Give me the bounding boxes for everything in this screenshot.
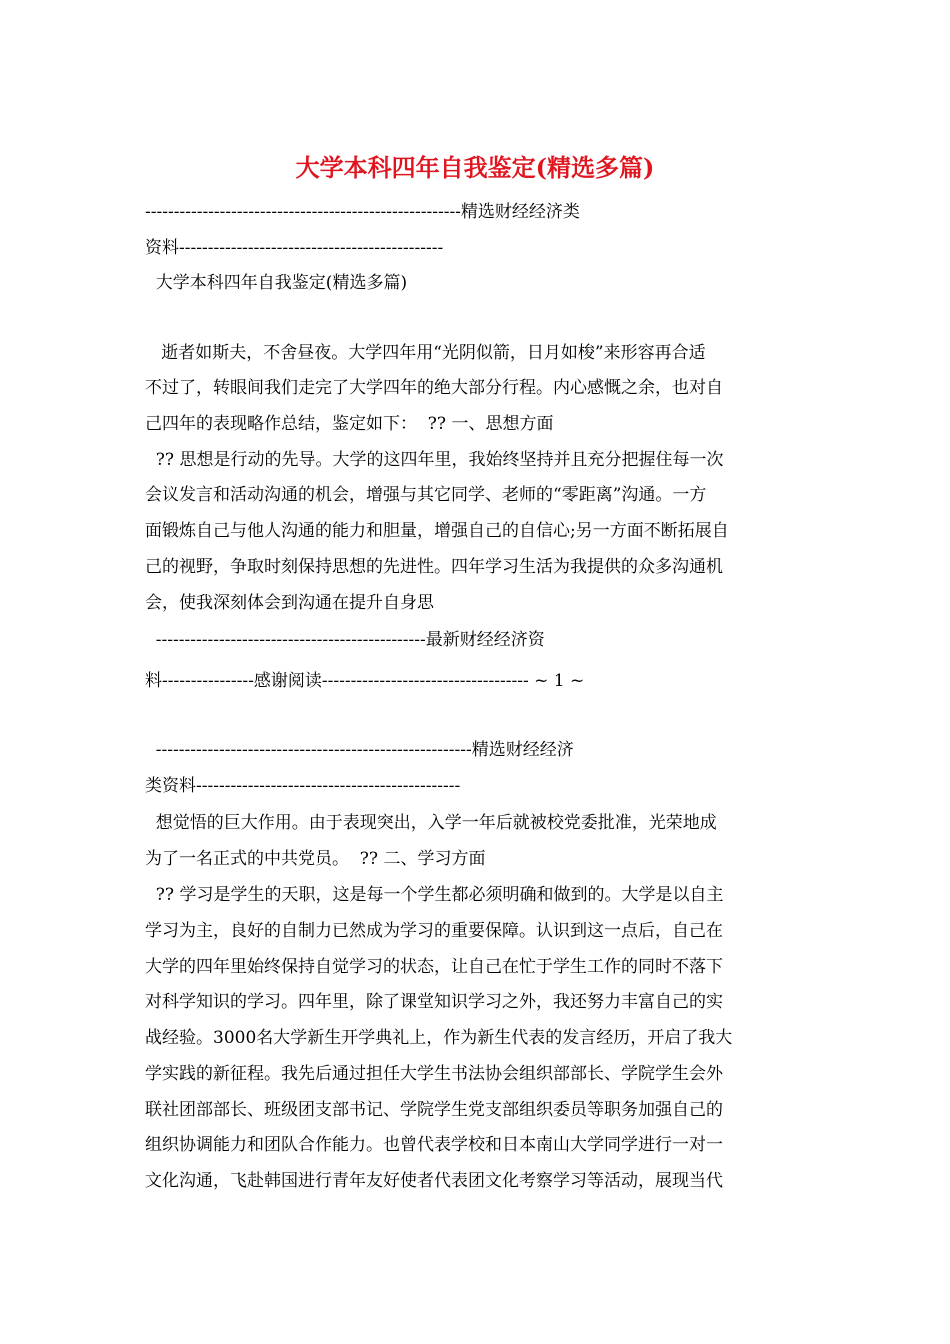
paragraph-line: 逝者如斯夫，不舍昼夜。大学四年用“光阴似箭，日月如梭”来形容再合适 <box>145 343 706 363</box>
paragraph-line: 面锻炼自己与他人沟通的能力和胆量，增强自己的自信心;另一方面不断拓展自 <box>145 521 729 541</box>
paragraph-line: 己的视野，争取时刻保持思想的先进性。四年学习生活为我提供的众多沟通机 <box>145 557 723 577</box>
paragraph-line: 想觉悟的巨大作用。由于表现突出，入学一年后就被校党委批准，光荣地成 <box>145 813 717 833</box>
paragraph-line: 会，使我深刻体会到沟通在提升自身思 <box>145 593 434 613</box>
paragraph-line: 战经验。3000名大学新生开学典礼上，作为新生代表的发言经历，开启了我大 <box>145 1028 733 1048</box>
separator-line: 类资料---------------------------------------------- <box>145 776 461 796</box>
paragraph-line: 大学的四年里始终保持自觉学习的状态，让自己在忙于学生工作的同时不落下 <box>145 957 723 977</box>
separator-line: 资料---------------------------------------------- <box>145 238 444 258</box>
paragraph-line: 会议发言和活动沟通的机会，增强与其它同学、老师的“零距离”沟通。一方 <box>145 485 707 505</box>
footer-line: -----------------------------------------------最新财经经济资 <box>145 630 545 650</box>
paragraph-line: 文化沟通，飞赴韩国进行青年友好使者代表团文化考察学习等活动，展现当代 <box>145 1171 723 1191</box>
paragraph-line: ?? 学习是学生的天职，这是每一个学生都必须明确和做到的。大学是以自主 <box>145 885 724 905</box>
paragraph-line: 组织协调能力和团队合作能力。也曾代表学校和日本南山大学同学进行一对一 <box>145 1135 723 1155</box>
paragraph-line: 不过了，转眼间我们走完了大学四年的绝大部分行程。内心感慨之余，也对自 <box>145 378 723 398</box>
paragraph-line: ?? 思想是行动的先导。大学的这四年里，我始终坚持并且充分把握住每一次 <box>145 450 724 470</box>
document-title: 大学本科四年自我鉴定(精选多篇) <box>295 153 655 182</box>
footer-line: 料----------------感谢阅读------------------------------------ ~ 1 ~ <box>145 671 585 691</box>
paragraph-line: 对科学知识的学习。四年里，除了课堂知识学习之外，我还努力丰富自己的实 <box>145 992 723 1012</box>
paragraph-line: 联社团部部长、班级团支部书记、学院学生党支部组织委员等职务加强自己的 <box>145 1100 723 1120</box>
subtitle-line: 大学本科四年自我鉴定(精选多篇) <box>145 273 408 293</box>
paragraph-line: 为了一名正式的中共党员。 ?? 二、学习方面 <box>145 849 486 869</box>
paragraph-line: 学实践的新征程。我先后通过担任大学生书法协会组织部部长、学院学生会外 <box>145 1064 723 1084</box>
paragraph-line: 己四年的表现略作总结，鉴定如下： ?? 一、思想方面 <box>145 414 554 434</box>
paragraph-line: 学习为主，良好的自制力已然成为学习的重要保障。认识到这一点后，自己在 <box>145 921 723 941</box>
separator-line: -------------------------------------------------------精选财经经济类 <box>145 202 580 222</box>
separator-line: -------------------------------------------------------精选财经经济 <box>145 740 574 760</box>
